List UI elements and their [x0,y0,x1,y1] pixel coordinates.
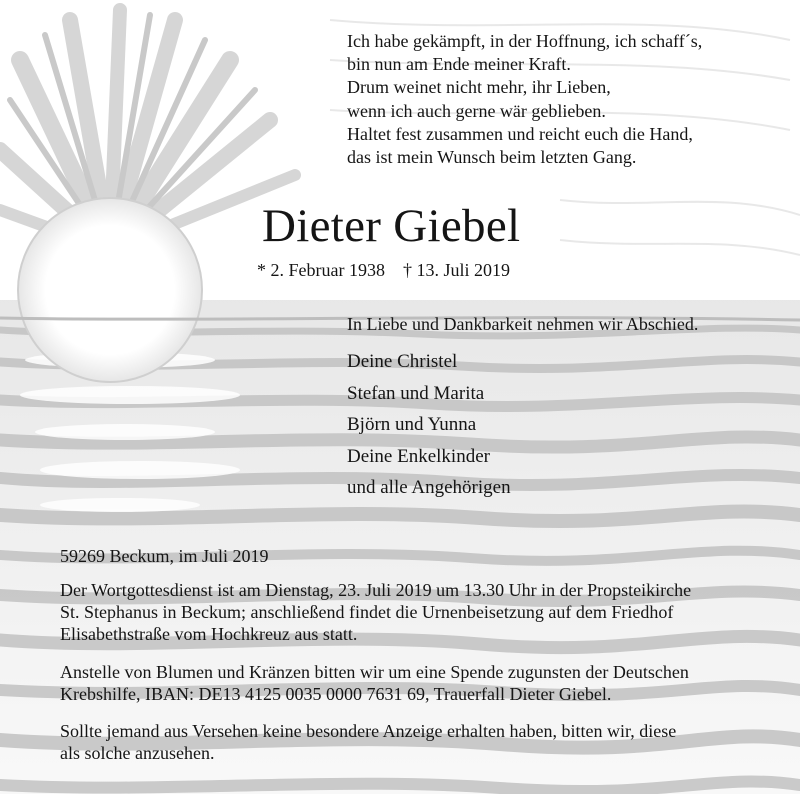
notice-text [60,720,780,764]
mourner: Stefan und Marita [347,382,485,404]
mourner: Björn und Yunna [347,414,477,435]
notice-line: als solche anzusehen. [60,743,215,763]
sun-disc [18,198,202,382]
service-line: St. Stephanus in Beckum; anschließend findet die Urnenbeisetzung auf dem Friedhof [60,602,674,622]
farewell-line: In Liebe und Dankbarkeit nehmen wir Abschied. [347,314,699,334]
donation-request [60,661,780,705]
service-line: Der Wortgottesdienst ist am Dienstag, 23. Juli 2019 um 13.30 Uhr in der Propsteikirche [60,580,692,600]
death-date: † 13. Juli 2019 [402,260,510,280]
service-line: Elisabethstraße vom Hochkreuz aus statt. [60,624,358,644]
birth-date: * 2. Februar 1938 [257,260,385,280]
life-dates [257,259,510,281]
mourner: Deine Enkelkinder [347,445,490,467]
place-and-date: 59269 Beckum, im Juli 2019 [60,546,269,566]
poem-line: bin nun am Ende meiner Kraft. [347,54,571,75]
poem-line: Haltet fest zusammen und reicht euch die Hand, [347,123,693,144]
poem [347,30,702,169]
poem-line: Drum weinet nicht mehr, ihr Lieben, [347,77,611,98]
poem-line: wenn ich auch gerne wär geblieben. [347,100,606,121]
mourner: und alle Angehörigen [347,477,511,498]
notice-line: Sollte jemand aus Versehen keine besondere Anzeige erhalten haben, bitten wir, diese [60,721,677,741]
mourners-list [347,346,511,504]
donation-line: Anstelle von Blumen und Kränzen bitten wir um eine Spende zugunsten der Deutschen [60,662,689,682]
service-information [60,579,780,645]
poem-line: Ich habe gekämpft, in der Hoffnung, ich schaff´s, [347,31,703,51]
donation-line: Krebshilfe, IBAN: DE13 4125 0035 0000 7631 69, Trauerfall Dieter Giebel. [60,684,612,704]
poem-line: das ist mein Wunsch beim letzten Gang. [347,147,637,168]
deceased-name: Dieter Giebel [262,200,521,252]
mourner: Deine Christel [347,351,458,372]
